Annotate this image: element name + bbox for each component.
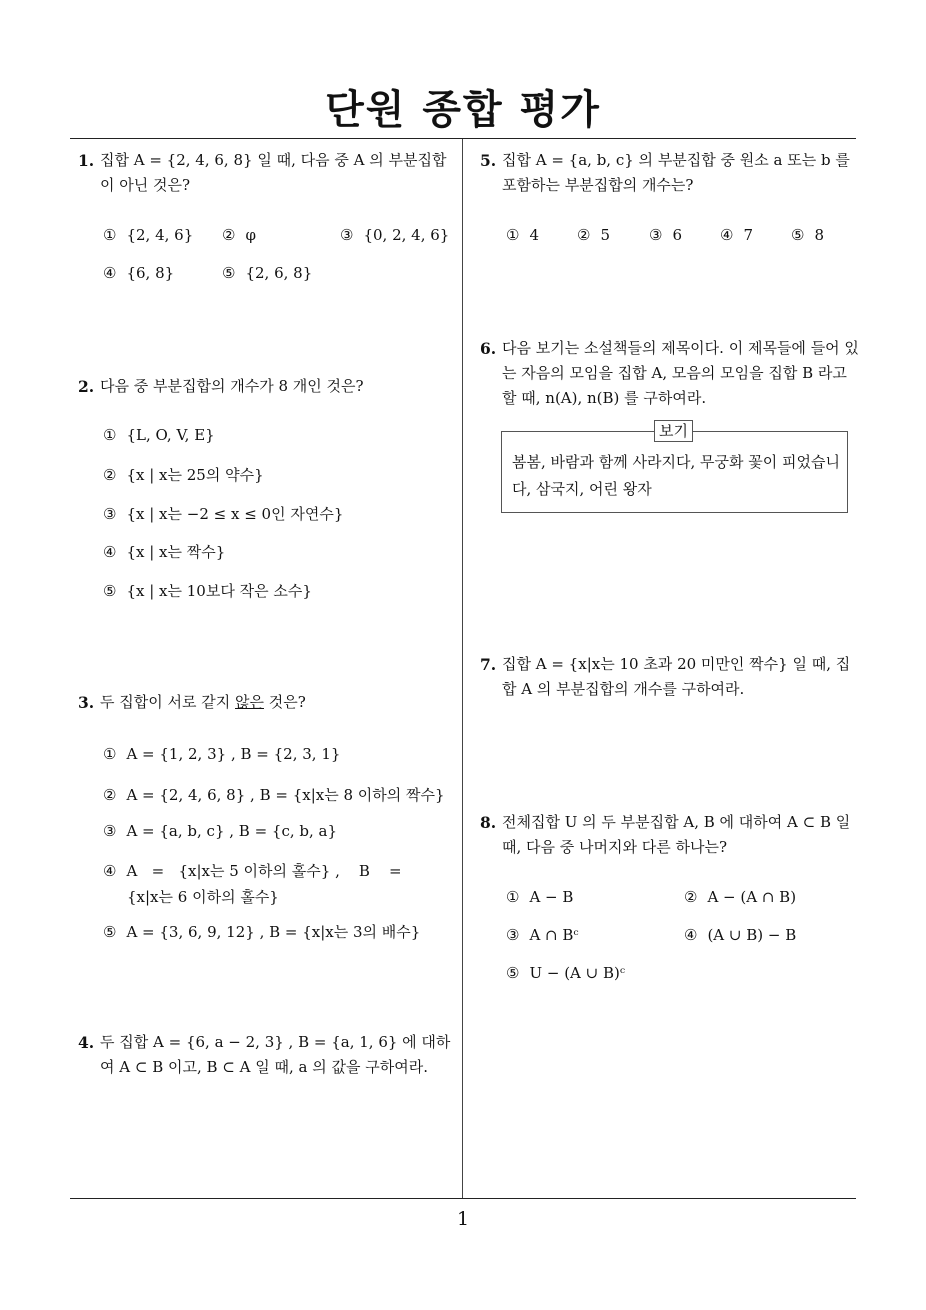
- question-stem: 두 집합 A = {6, a − 2, 3} , B = {a, 1, 6} 에 대하여 A ⊂ B 이고, B ⊂ A 일 때, a 의 값을 구하여라.: [100, 1033, 451, 1076]
- question-number: 7.: [480, 655, 497, 674]
- question-stem: 집합 A = {2, 4, 6, 8} 일 때, 다음 중 A 의 부분집합이 아닌 것은?: [100, 151, 447, 194]
- option-marker: ⑤: [103, 923, 117, 941]
- option-5[interactable]: [506, 964, 625, 982]
- option-text: A = {a, b, c} , B = {c, b, a}: [126, 822, 338, 840]
- option-text: 7: [743, 226, 753, 244]
- option-5[interactable]: [103, 921, 420, 942]
- option-4[interactable]: [103, 860, 402, 881]
- option-3[interactable]: [649, 226, 682, 244]
- option-marker: ③: [506, 926, 520, 944]
- option-marker: ②: [103, 466, 117, 484]
- option-marker: ④: [684, 926, 698, 944]
- option-4[interactable]: [684, 926, 796, 944]
- option-2[interactable]: [222, 226, 256, 244]
- question-6: [480, 336, 860, 411]
- option-marker: ③: [649, 226, 663, 244]
- option-1[interactable]: [506, 226, 539, 244]
- option-text: {x | x는 −2 ≤ x ≤ 0인 자연수}: [126, 505, 344, 523]
- page-title: 단원 종합 평가: [325, 87, 601, 133]
- option-text: {2, 6, 8}: [245, 264, 313, 282]
- option-text: {2, 4, 6}: [126, 226, 194, 244]
- option-text: {x|x는 6 이하의 홀수}: [127, 888, 279, 906]
- option-3[interactable]: [103, 822, 337, 840]
- option-3[interactable]: [103, 503, 343, 524]
- option-text: φ: [245, 226, 256, 244]
- option-1[interactable]: [103, 226, 193, 244]
- option-text: 4: [529, 226, 539, 244]
- question-7: [480, 652, 860, 702]
- question-3: [78, 690, 458, 715]
- example-box-label: 보기: [654, 420, 693, 442]
- option-marker: ②: [577, 226, 591, 244]
- option-marker: ③: [340, 226, 354, 244]
- option-text: {L, O, V, E}: [126, 426, 215, 444]
- question-number: 3.: [78, 693, 95, 712]
- option-marker: ④: [103, 862, 117, 880]
- column-divider: [462, 139, 463, 1199]
- option-4-continued: [127, 886, 279, 907]
- option-marker: ⑤: [222, 264, 236, 282]
- option-marker: ④: [103, 264, 117, 282]
- option-text: A ∩ Bᶜ: [529, 926, 579, 944]
- option-marker: ①: [506, 226, 520, 244]
- bottom-rule: [70, 1198, 856, 1199]
- option-text: {x | x는 10보다 작은 소수}: [126, 582, 312, 600]
- option-marker: ②: [684, 888, 698, 906]
- option-marker: ④: [720, 226, 734, 244]
- question-number: 6.: [480, 339, 497, 358]
- option-marker: ⑤: [103, 582, 117, 600]
- option-1[interactable]: [103, 426, 215, 444]
- option-2[interactable]: [103, 464, 264, 485]
- question-2: [78, 374, 458, 399]
- option-5[interactable]: [103, 580, 312, 601]
- option-3[interactable]: [340, 226, 449, 244]
- option-text: (A ∪ B) − B: [707, 926, 797, 944]
- option-marker: ①: [103, 226, 117, 244]
- option-marker: ③: [103, 822, 117, 840]
- option-marker: ③: [103, 505, 117, 523]
- option-1[interactable]: [103, 745, 340, 763]
- question-number: 8.: [480, 813, 497, 832]
- option-text: A − B: [529, 888, 574, 906]
- option-3[interactable]: [506, 926, 579, 944]
- option-4[interactable]: [720, 226, 753, 244]
- option-text: {x | x는 25의 약수}: [126, 466, 264, 484]
- option-text: A = {2, 4, 6, 8} , B = {x|x는 8 이하의 짝수}: [126, 786, 445, 804]
- option-text: U − (A ∪ B)ᶜ: [529, 964, 626, 982]
- question-number: 5.: [480, 151, 497, 170]
- top-rule: [70, 138, 856, 139]
- option-2[interactable]: [684, 888, 796, 906]
- option-text: A = {1, 2, 3} , B = {2, 3, 1}: [126, 745, 341, 763]
- question-stem: 집합 A = {a, b, c} 의 부분집합 중 원소 a 또는 b 를 포함하는 부분집합의 개수는?: [502, 151, 850, 194]
- option-marker: ④: [103, 543, 117, 561]
- question-number: 1.: [78, 151, 95, 170]
- question-4: [78, 1030, 458, 1080]
- option-2[interactable]: [103, 784, 445, 805]
- question-1: [78, 148, 458, 198]
- question-stem: 전체집합 U 의 두 부분집합 A, B 에 대하여 A ⊂ B 일 때, 다음 중 나머지와 다른 하나는?: [502, 813, 851, 856]
- option-text: 8: [814, 226, 824, 244]
- option-1[interactable]: [506, 888, 573, 906]
- option-marker: ①: [103, 426, 117, 444]
- underlined-word: 않은: [235, 693, 264, 711]
- question-8: [480, 810, 860, 860]
- option-marker: ①: [506, 888, 520, 906]
- option-text: 6: [672, 226, 682, 244]
- option-text: {x | x는 짝수}: [126, 543, 226, 561]
- option-text: A = {3, 6, 9, 12} , B = {x|x는 3의 배수}: [126, 923, 421, 941]
- option-text: {6, 8}: [126, 264, 175, 282]
- option-marker: ②: [222, 226, 236, 244]
- option-text: 5: [600, 226, 610, 244]
- option-5[interactable]: [222, 264, 312, 282]
- option-marker: ①: [103, 745, 117, 763]
- option-marker: ⑤: [506, 964, 520, 982]
- example-box-text: 봄봄, 바람과 함께 사라지다, 무궁화 꽃이 피었습니다, 삼국지, 어린 왕자: [512, 453, 840, 498]
- option-marker: ⑤: [791, 226, 805, 244]
- option-text: A = {x|x는 5 이하의 홀수} , B =: [126, 862, 402, 880]
- option-2[interactable]: [577, 226, 610, 244]
- page-number: 1: [456, 1208, 470, 1230]
- question-stem: 다음 중 부분집합의 개수가 8 개인 것은?: [100, 377, 364, 395]
- question-5: [480, 148, 860, 198]
- option-text: A − (A ∩ B): [707, 888, 797, 906]
- option-5[interactable]: [791, 226, 824, 244]
- question-number: 2.: [78, 377, 95, 396]
- option-4[interactable]: [103, 541, 225, 562]
- question-stem: 다음 보기는 소설책들의 제목이다. 이 제목들에 들어 있는 자음의 모임을 집합 A, 모음의 모임을 집합 B 라고 할 때, n(A), n(B) 를 구하여라.: [502, 339, 859, 407]
- option-marker: ②: [103, 786, 117, 804]
- option-4[interactable]: [103, 264, 174, 282]
- question-number: 4.: [78, 1033, 95, 1052]
- option-text: {0, 2, 4, 6}: [363, 226, 450, 244]
- question-stem: 두 집합이 서로 같지 않은 것은?: [100, 693, 306, 711]
- question-stem: 집합 A = {x|x는 10 초과 20 미만인 짝수} 일 때, 집합 A 의 부분집합의 개수를 구하여라.: [502, 655, 851, 698]
